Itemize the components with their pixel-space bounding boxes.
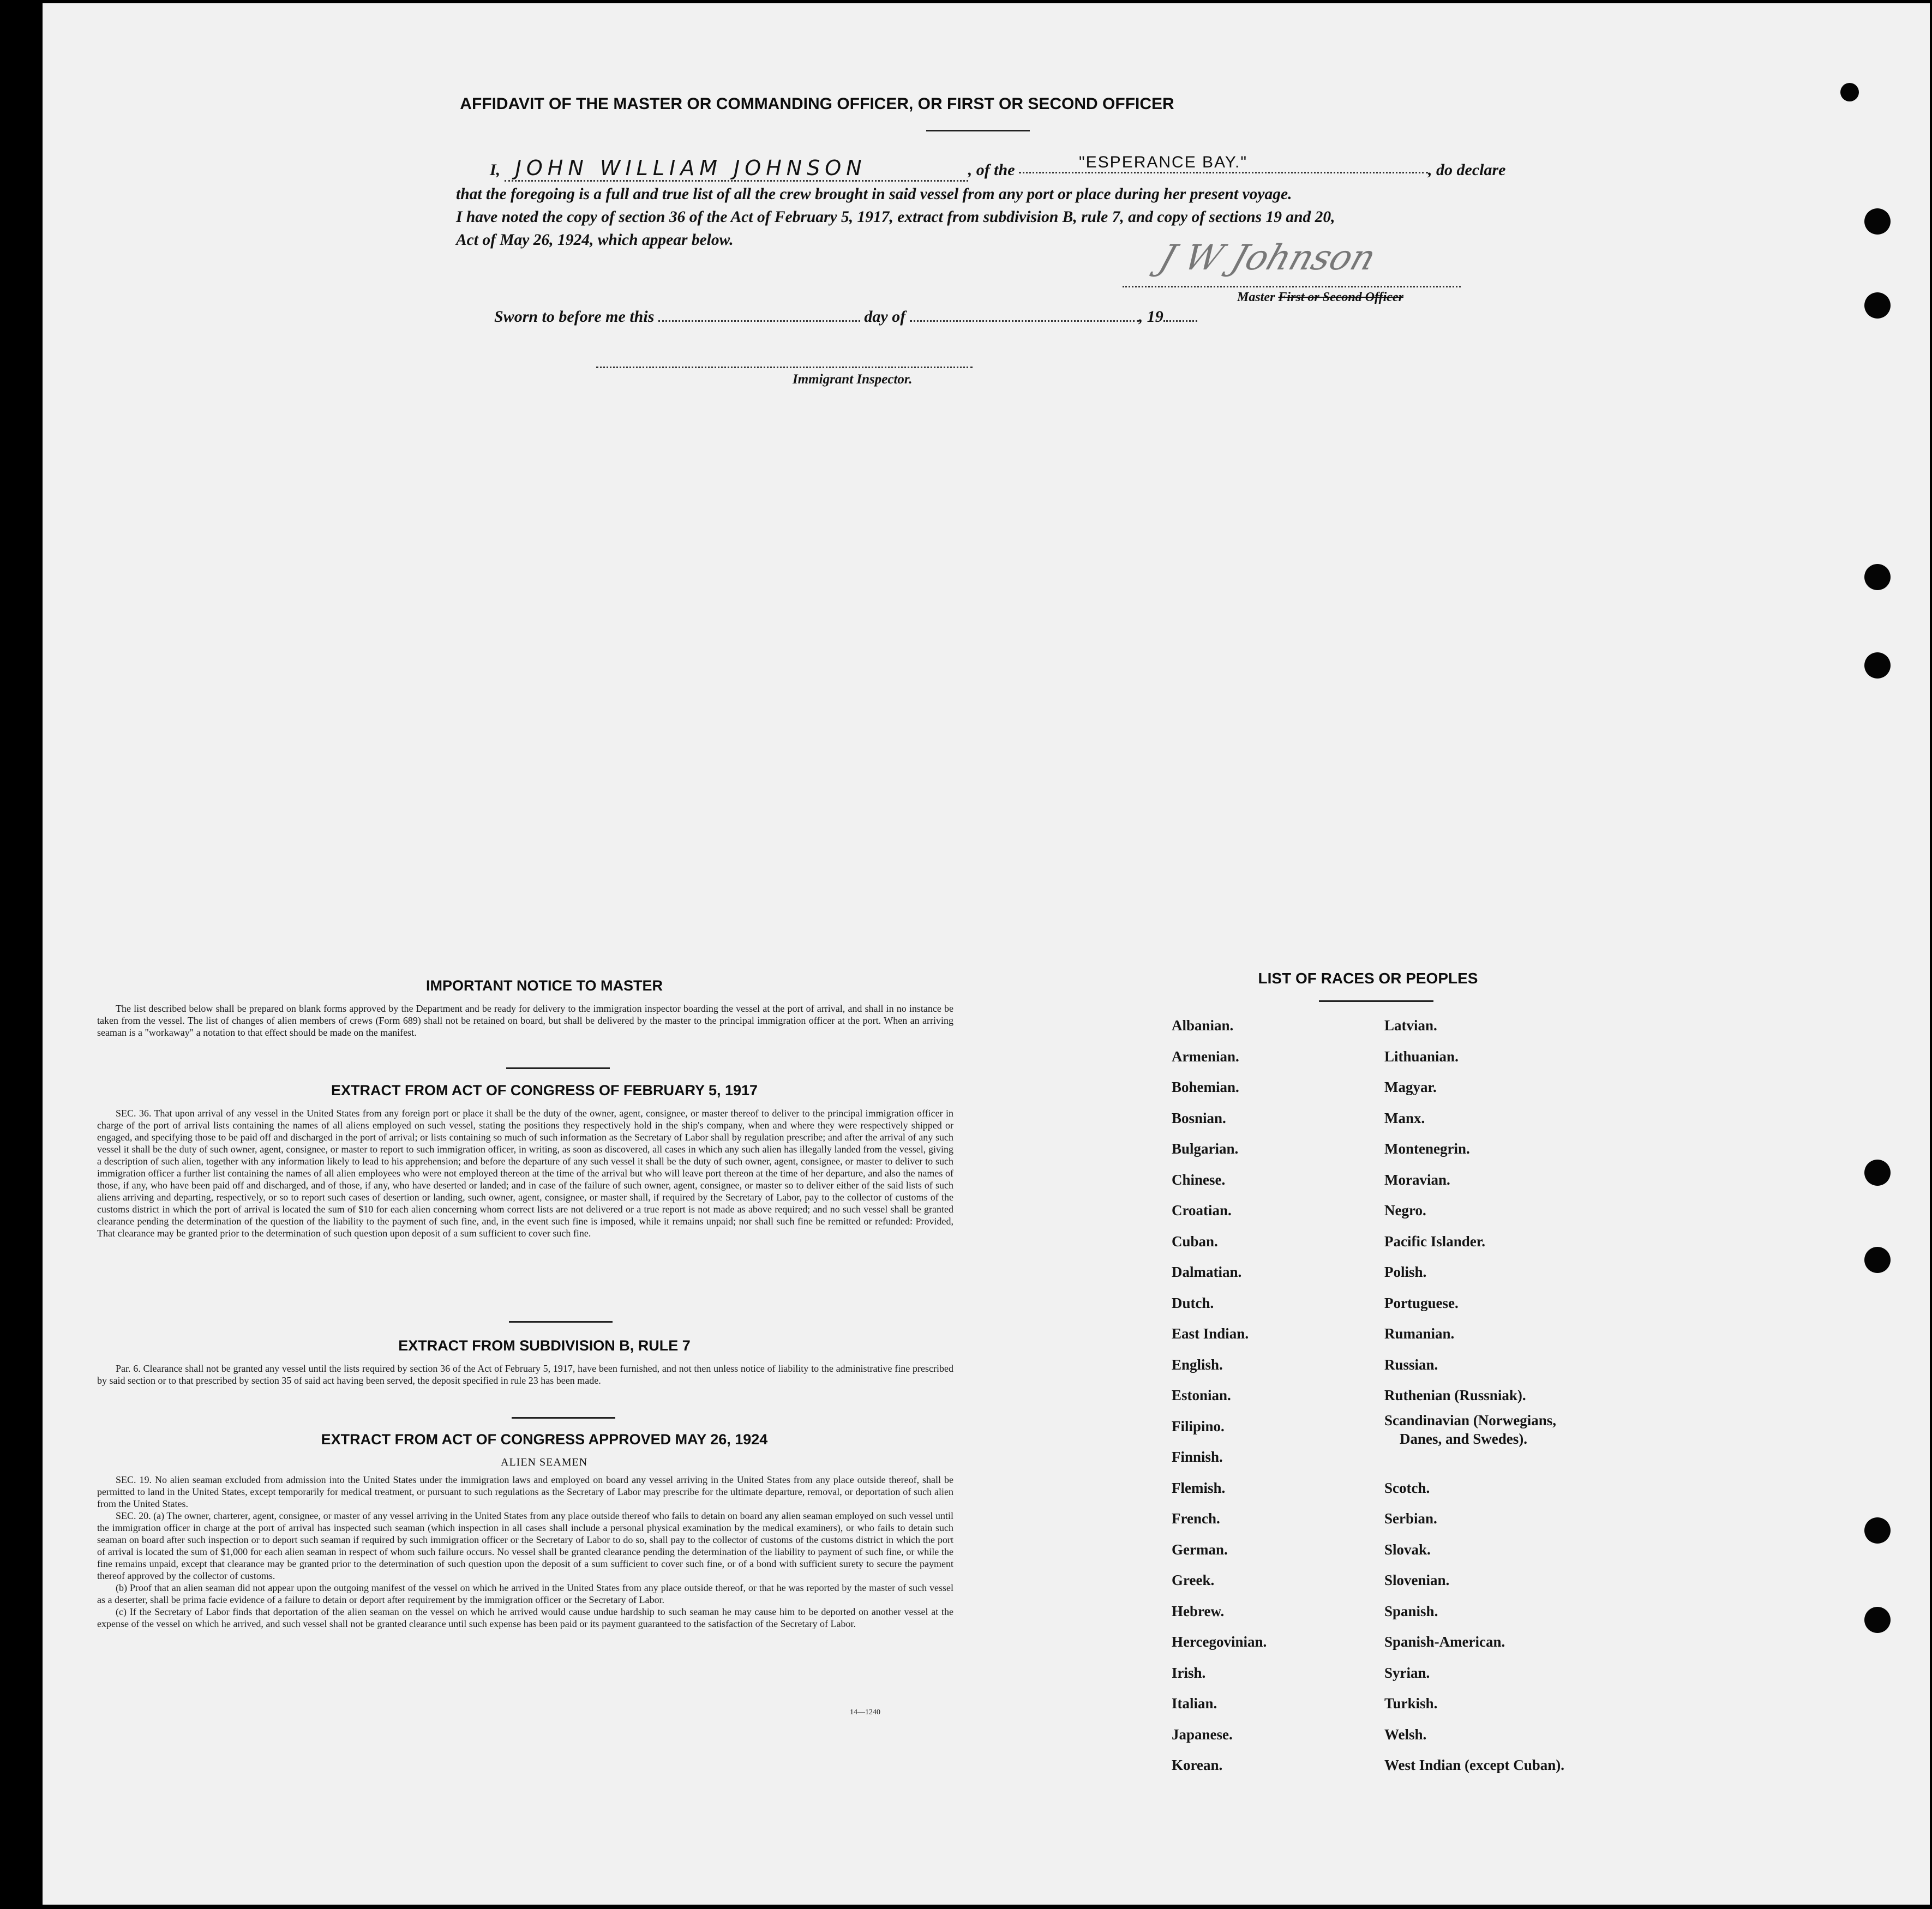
race-item: Lithuanian. bbox=[1384, 1048, 1459, 1065]
punch-hole bbox=[1864, 292, 1891, 319]
race-item: Greek. bbox=[1172, 1572, 1215, 1588]
punch-hole bbox=[1864, 1247, 1891, 1273]
race-item: Magyar. bbox=[1384, 1079, 1437, 1095]
section-20a-paragraph: SEC. 20. (a) The owner, charterer, agent, consignee, or master of any vessel arriving in the United States from any place outside thereof who fails to detain on board any alien seaman employed on such vessel until the immigration officer in charge at the port of arrival has inspected such seaman (which inspection in all cases shall include a personal physical examination by the medical examiners), or who fails to detain such seaman on board after such inspection or to deport such seaman if required by such immigration officer or the Secretary of Labor to do so, shall pay to the collector of customs of the customs district in which the port of arrival is located the sum of $1,000 for each alien seaman in respect of whom such failure occurs. No vessel shall be granted clearance pending the determination of the liability to payment of such fine, or while the fine remains unpaid, except that clearance may be granted prior to the determination of such question upon the deposit of a sum sufficient to cover such fine, or of a bond with sufficient surety to secure the payment thereof approved by the collector of customs. bbox=[97, 1510, 953, 1581]
notice-paragraph: The list described below shall be prepared on blank forms approved by the Department and be ready for delivery to the immigration inspector boarding the vessel at the port of arrival, and shall in no instance be taken from the vessel. The list of changes of alien members of crews (Form 689) shall not be retained on board, but shall be delivered by the master to the principal immigration officer at the port. When an arriving seaman is a "workaway" a notation to that effect should be made on the manifest. bbox=[97, 1003, 953, 1038]
of-the-label: , of the bbox=[968, 161, 1015, 179]
punch-hole bbox=[1864, 1607, 1891, 1633]
race-item: Rumanian. bbox=[1384, 1325, 1455, 1342]
punch-hole bbox=[1864, 1160, 1891, 1186]
race-item: Estonian. bbox=[1172, 1387, 1231, 1403]
race-item: East Indian. bbox=[1172, 1325, 1249, 1342]
rule-7-title: EXTRACT FROM SUBDIVISION B, RULE 7 bbox=[398, 1337, 691, 1354]
race-item: Japanese. bbox=[1172, 1726, 1233, 1743]
race-item: Finnish. bbox=[1172, 1449, 1223, 1465]
section-20b-paragraph: (b) Proof that an alien seaman did not appear upon the outgoing manifest of the vessel on which he arrived in the United States from any place outside thereof, or that he was reported by the master of such vessel as a deserter, shall be prima facie evidence of a failure to detain or deport after requirement by the immigration officer or the Secretary of Labor. bbox=[97, 1582, 953, 1605]
form-number: 14—1240 bbox=[850, 1708, 880, 1716]
race-item: Pacific Islander. bbox=[1384, 1233, 1485, 1250]
rule-7-rule bbox=[512, 1417, 615, 1419]
race-item: Slovenian. bbox=[1384, 1572, 1450, 1588]
sworn-month-field[interactable] bbox=[910, 320, 1139, 322]
master-signature: J W Johnson bbox=[1154, 238, 1381, 278]
declaration-line-4: Act of May 26, 1924, which appear below. bbox=[456, 231, 734, 249]
sworn-prefix: Sworn to before me this bbox=[494, 308, 655, 326]
do-declare-label: , do declare bbox=[1428, 161, 1506, 179]
race-item: Polish. bbox=[1384, 1264, 1427, 1280]
race-item: Armenian. bbox=[1172, 1048, 1239, 1065]
declaration-line-1 bbox=[490, 153, 1506, 182]
race-item: Syrian. bbox=[1384, 1664, 1430, 1681]
race-item: German. bbox=[1172, 1541, 1228, 1558]
race-item: Hebrew. bbox=[1172, 1602, 1225, 1619]
race-item: Turkish. bbox=[1384, 1695, 1438, 1712]
race-item: French. bbox=[1172, 1510, 1220, 1527]
race-item: Dutch. bbox=[1172, 1294, 1214, 1311]
notice-title: IMPORTANT NOTICE TO MASTER bbox=[426, 977, 663, 994]
sworn-day-label: day of bbox=[864, 308, 906, 326]
rule-7-text bbox=[97, 1362, 953, 1386]
races-title: LIST OF RACES OR PEOPLES bbox=[1258, 970, 1478, 987]
race-item: Slovak. bbox=[1384, 1541, 1431, 1558]
sworn-year-field[interactable] bbox=[1163, 320, 1197, 322]
race-item: Bulgarian. bbox=[1172, 1140, 1239, 1157]
inspector-label: Immigrant Inspector. bbox=[793, 372, 913, 387]
notice-rule bbox=[506, 1067, 610, 1069]
race-item: Russian. bbox=[1384, 1356, 1438, 1373]
title-rule bbox=[926, 130, 1030, 131]
punch-hole bbox=[1840, 83, 1859, 101]
extract-1917-rule bbox=[509, 1321, 613, 1323]
punch-hole bbox=[1864, 208, 1891, 235]
extract-1924-text bbox=[97, 1474, 953, 1630]
affidavit-title: AFFIDAVIT OF THE MASTER OR COMMANDING OFFICER, OR FIRST OR SECOND OFFICER bbox=[460, 95, 1174, 113]
section-19-paragraph: SEC. 19. No alien seaman excluded from admission into the United States under the immigration laws and employed on board any vessel arriving in the United States from any place outside thereof, shall be permitted to land in the United States, except temporarily for medical treatment, or pursuant to such regulations as the Secretary of Labor may prescribe for the ultimate departure, removal, or deportation of such alien from the United States. bbox=[97, 1474, 953, 1509]
race-item: Filipino. bbox=[1172, 1418, 1225, 1434]
race-item: Chinese. bbox=[1172, 1171, 1226, 1188]
section-20c-paragraph: (c) If the Secretary of Labor finds that deportation of the alien seaman on the vessel on which he arrived would cause undue hardship to such seaman he may cause him to be deported on another vessel at the expense of the vessel on which he arrived, and such vessel shall not be granted clearance until such expense has been paid or its payment guaranteed to the satisfaction of the Secretary of Labor. bbox=[97, 1606, 953, 1629]
race-item: Ruthenian (Russniak). bbox=[1384, 1387, 1526, 1403]
declaration-line-3: I have noted the copy of section 36 of the Act of February 5, 1917, extract from subdivision B, rule 7, and copy of sections 19 and 20, bbox=[456, 208, 1335, 226]
race-item: Montenegrin. bbox=[1384, 1140, 1470, 1157]
punch-hole bbox=[1864, 652, 1891, 679]
extract-1917-text bbox=[97, 1107, 953, 1239]
alien-seamen-subtitle: ALIEN SEAMEN bbox=[501, 1456, 588, 1468]
inspector-signature-line bbox=[596, 367, 973, 368]
race-item: Portuguese. bbox=[1384, 1294, 1459, 1311]
race-item: Irish. bbox=[1172, 1664, 1206, 1681]
races-left-column bbox=[1172, 1010, 1267, 1781]
extract-1917-title: EXTRACT FROM ACT OF CONGRESS OF FEBRUARY 5, 1917 bbox=[331, 1082, 758, 1098]
race-item: Cuban. bbox=[1172, 1233, 1218, 1250]
punch-hole bbox=[1864, 564, 1891, 590]
race-item: Serbian. bbox=[1384, 1510, 1437, 1527]
document-page bbox=[43, 3, 1930, 1905]
section-36-paragraph: SEC. 36. That upon arrival of any vessel in the United States from any foreign port or place it shall be the duty of the owner, agent, consignee, or master thereof to deliver to the principal immigration officer in charge of the port of arrival lists containing the names of all aliens employed on such vessel, stating the positions they respectively hold in the ship's company, when and where they were respectively shipped or engaged, and specifying those to be paid off and discharged in the port of arrival; or lists containing so much of such information as the Secretary of Labor shall by regulation prescribe; and after the arrival of any such vessel it shall be the duty of such owner, agent, consignee, or master to report to such immigration officer, in writing, as soon as discovered, all cases in which any such alien has illegally landed from the vessel, giving a description of such alien, together with any information likely to lead to his apprehension; and before the departure of any such vessel it shall be the duty of such owner, agent, consignee, or master to deliver to such immigration officer a further list containing the names of all alien employees who were not employed thereon at the time of the arrival but who will leave port thereon at the time of her departure, and also the names of those, if any, who have been paid off and discharged, and of those, if any, who have deserted or landed; and in case of the failure of such owner, agent, consignee, or master so to deliver either of the said lists of such aliens arriving and departing, respectively, or so to report such cases of desertion or landing, such owner, agent, consignee, or master shall, if required by the Secretary of Labor, pay to the collector of customs of the customs district in which the port of arrival is located the sum of $10 for each alien concerning whom correct lists are not delivered or a true report is not made as above required; and no such vessel shall be granted clearance pending the determination of the question of the liability to the payment of such fine, and, in the event such fine is imposed, while it remains unpaid; nor shall such fine be remitted or refunded: Provided, That clearance may be granted prior to the determination of such question upon deposit of a sum sufficient to cover such fine. bbox=[97, 1108, 953, 1239]
race-item: Bosnian. bbox=[1172, 1109, 1226, 1126]
master-name-field: JOHN WILLIAM JOHNSON bbox=[505, 156, 968, 182]
races-rule bbox=[1319, 1000, 1433, 1002]
race-item: Italian. bbox=[1172, 1695, 1217, 1712]
race-item: Negro. bbox=[1384, 1202, 1426, 1218]
signer-struck-text: First or Second Officer bbox=[1278, 290, 1403, 304]
signer-label: Master bbox=[1237, 290, 1275, 304]
sworn-line bbox=[494, 308, 1197, 326]
race-item: Dalmatian. bbox=[1172, 1264, 1242, 1280]
race-item: Scandinavian (Norwegians, bbox=[1384, 1412, 1557, 1428]
extract-1924-title: EXTRACT FROM ACT OF CONGRESS APPROVED MAY 26, 1924 bbox=[321, 1431, 768, 1448]
race-item: Latvian. bbox=[1384, 1017, 1437, 1034]
race-item: Moravian. bbox=[1384, 1171, 1450, 1188]
race-item: Manx. bbox=[1384, 1109, 1425, 1126]
punch-hole bbox=[1864, 1517, 1891, 1544]
sworn-year-label: , 19 bbox=[1138, 308, 1163, 326]
rule-7-paragraph: Par. 6. Clearance shall not be granted any vessel until the lists required by section 36 of the Act of February 5, 1917, have been furnished, and not then unless notice of liability to the administrative fine prescribed by said section or to that prescribed by section 35 of said act having been served, the deposit specified in rule 23 has been made. bbox=[97, 1363, 953, 1386]
race-item: Croatian. bbox=[1172, 1202, 1232, 1218]
vessel-name-field: "ESPERANCE BAY." bbox=[1019, 153, 1428, 173]
race-item: Bohemian. bbox=[1172, 1079, 1239, 1095]
race-item: Albanian. bbox=[1172, 1017, 1234, 1034]
sworn-day-field[interactable] bbox=[658, 320, 860, 322]
race-item: Flemish. bbox=[1172, 1479, 1226, 1496]
race-item: Spanish. bbox=[1384, 1602, 1438, 1619]
race-item: English. bbox=[1172, 1356, 1223, 1373]
signature-line bbox=[1123, 286, 1461, 287]
races-right-column bbox=[1384, 1010, 1564, 1781]
race-item: Spanish-American. bbox=[1384, 1634, 1505, 1650]
race-item: Danes, and Swedes). bbox=[1400, 1430, 1528, 1447]
race-item: Scotch. bbox=[1384, 1479, 1430, 1496]
race-item: Hercegovinian. bbox=[1172, 1634, 1267, 1650]
declaration-line-2: that the foregoing is a full and true list of all the crew brought in said vessel from any port or place during her present voyage. bbox=[456, 185, 1292, 203]
declaration-prefix: I, bbox=[490, 161, 501, 179]
race-item: Korean. bbox=[1172, 1757, 1223, 1773]
race-item: West Indian (except Cuban). bbox=[1384, 1757, 1565, 1773]
race-item: Welsh. bbox=[1384, 1726, 1427, 1743]
signer-title bbox=[1237, 290, 1403, 305]
notice-text bbox=[97, 1002, 953, 1038]
